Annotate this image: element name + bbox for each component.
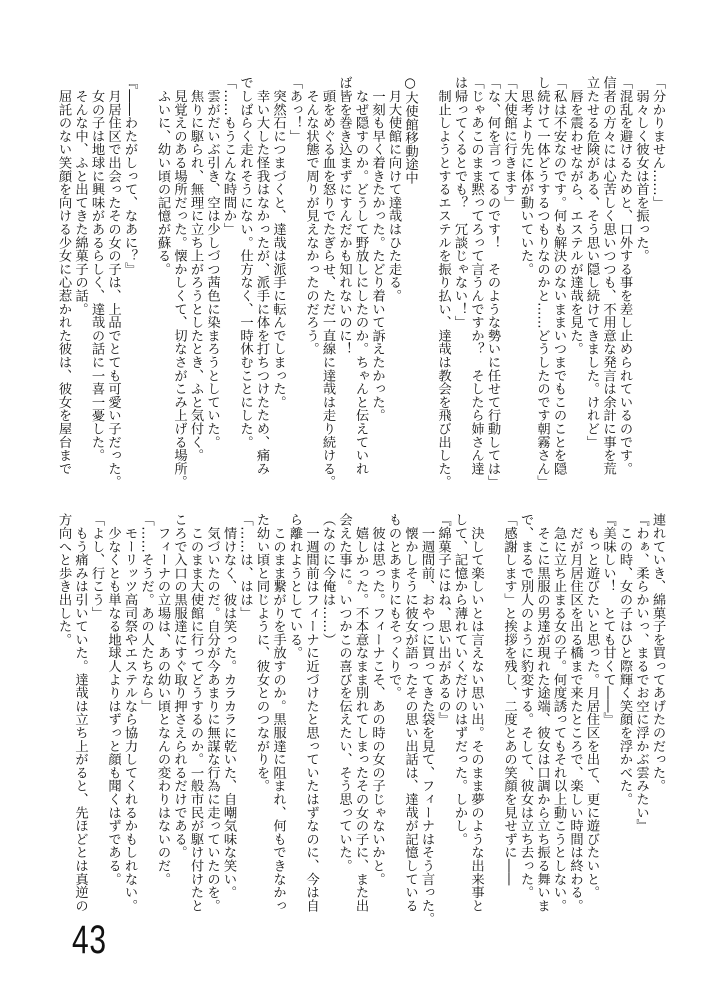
- text-line: 突然石につまづくと、達哉は派手に転んでしまった。: [270, 76, 286, 409]
- text-line: 『――わたがしって、なあに？』: [122, 76, 137, 276]
- text-line: この時、女の子はひと際輝く笑顔を浮かべた。: [617, 513, 632, 806]
- text-line: 「……そうだ。あの人たちなら」: [138, 513, 154, 713]
- text-line: 少なくとも単なる地球人よりはずっと顔も聞くはずである。: [105, 513, 121, 886]
- text-line: そこに黒服の男達が現れた途端、彼女は口調から立ち振る舞いま: [534, 513, 550, 912]
- text-line: 会えた事に。いつかこの喜びを伝えたい、そう思っていた。: [336, 513, 352, 873]
- text-line: 一週間前はフィーナに近づけたと思っていたはずなのに、今は自: [303, 513, 319, 912]
- text-line: 決して楽しいとは言えない思い出。そのまま夢のような出来事と: [468, 513, 484, 912]
- text-line: 制止しようとするエステルを振り払い、達哉は教会を飛び出した。: [435, 76, 451, 489]
- text-line: 立たせる危険がある、そう思い隠し続けてきました。けれど」: [584, 76, 599, 449]
- text-line: ころで入口の黒服達にすぐ取り押さえられるだけである。: [171, 513, 187, 859]
- text-line: 一刻も早く着きたかった。たどり着いて訴えたかった。: [369, 76, 385, 422]
- text-line: は帰ってくるとでも？ 冗談じゃない！」: [452, 76, 467, 329]
- text-line: ば皆を巻き込まずにすんだかも知れないのに！: [336, 76, 352, 356]
- text-line: 唇を震わせながら、エステルが達哉を見た。: [567, 76, 583, 356]
- text-line: [484, 513, 501, 928]
- text-line: 彼は思った。フィーナこそ、あの時の女の子じゃないかと。: [369, 513, 385, 886]
- text-line: 屈託のない笑顔を向ける少女に心惹かれた彼は、彼女を屋台まで: [56, 76, 71, 475]
- text-line: 幸い大した怪我はなかったが、派手に体を打ちつけたため、痛み: [254, 76, 269, 475]
- text-line: 「じゃあこのまま黙ってろって言うんですか？ そしたら姉さん達: [468, 76, 484, 475]
- text-line: 「混乱を避けるためと、口外する事を差し止められているのです。: [617, 76, 632, 475]
- text-line: 方向へと歩き出した。: [56, 513, 71, 646]
- text-line: して、記憶から薄れていくだけのはずだった。しかし。: [452, 513, 467, 846]
- top-text-block: [54, 76, 665, 501]
- text-line: 嬉しかった。不本意なまま別れてしまったその女の子に、また出: [353, 513, 368, 912]
- text-line: 連れていき、綿菓子を買ってあげたのだった。: [650, 513, 665, 793]
- text-line: [418, 76, 435, 501]
- text-line: 見覚えのある場所だった。懐かしくて、切なさがこみ上げる場所。: [171, 76, 187, 489]
- text-line: ふいに、幼い頃の記憶が蘇る。: [155, 76, 170, 276]
- text-line: 懐かしそうに彼女が語ったその思い出話は、達哉が記憶している: [402, 513, 418, 912]
- text-line: このまま大使館に行ってどうするのか。一般市民が駆け付けたと: [188, 513, 203, 912]
- text-line: そんな状態で周りが見えなかったのだろう。: [303, 76, 319, 356]
- text-line: 「感謝します」と挨拶を残し、二度とあの笑顔を見せずに――: [501, 513, 517, 886]
- text-line: ら離れようとしている。: [287, 513, 302, 660]
- text-line: このまま繋がりを手放すのか。黒服達に阻まれ、何もできなかっ: [270, 513, 286, 912]
- text-line: で、まるで別人のように豹変する。そして、彼女は立ち去った。: [518, 513, 533, 899]
- text-line: ○大使館移動途中: [402, 76, 418, 185]
- text-line: 「分かりません……」: [650, 76, 665, 209]
- text-line: ものとあまりにもそっくりで。: [386, 513, 401, 700]
- text-line: 頭をめぐる血を怒りでたぎらせ、ただ一直線に達哉は走り続ける。: [320, 76, 335, 489]
- text-line: 弱々しく彼女は首を振った。: [633, 76, 649, 263]
- text-line: もっと遊びたいと思った。月居住区を出て、更に遊びたいと。: [584, 513, 599, 899]
- text-line: 『わぁ、柔らかいっ、まるでお空に浮かぶ雲みたい』: [633, 513, 649, 833]
- text-line: 「大使館に行きます」: [501, 76, 517, 209]
- text-line: モーリッツ高司祭やエステルなら協力してくれるかもしれない。: [122, 513, 137, 912]
- text-line: 「……は、はは」: [237, 513, 253, 620]
- text-line: 焦りに駆られ、無理に立ち上がろうとしたとき、ふと気付く。: [188, 76, 203, 462]
- text-line: そんな中、ふと出てきた綿菓子の話。: [72, 76, 88, 316]
- text-line: [137, 76, 154, 501]
- text-line: 思考より先に体が動いていた。: [518, 76, 533, 276]
- text-line: 『綿菓子にはね、思い出があるの』: [435, 513, 451, 726]
- text-line: でしばらく走れそうにない。仕方なく、一時休むことにした。: [237, 76, 253, 449]
- text-line: だが月居住区を出る橋まで来たところで、楽しい時間は終わる。: [567, 513, 583, 912]
- text-line: 「……もうこんな時間か」: [221, 76, 236, 236]
- text-line: 月大使館に向けて達哉はひた走る。: [386, 76, 401, 303]
- text-line: 「な、何を言ってるのです！ そのような勢いに任せて行動しては」: [485, 76, 500, 489]
- text-line: 気づいたのだ。自分が今あまりに無謀な行為に走っていたのを。: [204, 513, 220, 912]
- text-line: （なのに今俺は……）: [320, 513, 335, 646]
- text-line: 雲がだいぶ引き、空は少しづつ茜色に染まろうとしていた。: [204, 76, 220, 449]
- text-line: 「よし、行こう」: [89, 513, 104, 620]
- text-line: なぜ隠すのか。どうして野放しにしたのか。ちゃんと伝えていれ: [353, 76, 368, 475]
- text-line: もう痛みは引いていた。達哉は立ち上がると、先ほどとは真逆の: [72, 513, 88, 912]
- bottom-text-block: [54, 513, 665, 928]
- text-line: 『美味しい！ とても甘くて――』: [600, 513, 616, 726]
- text-line: 「あっ！」: [287, 76, 302, 143]
- text-line: た幼い頃と同じように、彼女とのつながりを。: [254, 513, 269, 793]
- text-line: 「私は不安なのです。何も解決のないままいつまでもこのことを隠: [551, 76, 566, 475]
- text-line: 信者の方々には心苦しく思いつつも、不用意な発言は余計に事を荒: [600, 76, 616, 475]
- text-line: 情けなく、彼は笑った。カラカラに乾いた、自嘲気味な笑い。: [221, 513, 236, 899]
- text-line: フィーナの立場は、あの幼い頃となんの変わりはないのだ。: [155, 513, 170, 886]
- text-line: し続けて一体どうするつもりなのかと……どうしたのです朝霧さん」: [534, 76, 550, 489]
- text-line: 急に立ち止まる女の子。何度誘ってもそれ以上動こうとしない。: [551, 513, 566, 912]
- text-line: 一週間前、おやつに買ってきた袋を見て、フィーナはそう言った。: [419, 513, 434, 926]
- page-number: 43: [72, 918, 107, 962]
- text-line: 月居住区で出会ったその女の子は、上品でとても可愛い子だった。: [105, 76, 121, 489]
- text-line: 女の子は地球に興味があるらしく、達哉の話に一喜一憂した。: [89, 76, 104, 462]
